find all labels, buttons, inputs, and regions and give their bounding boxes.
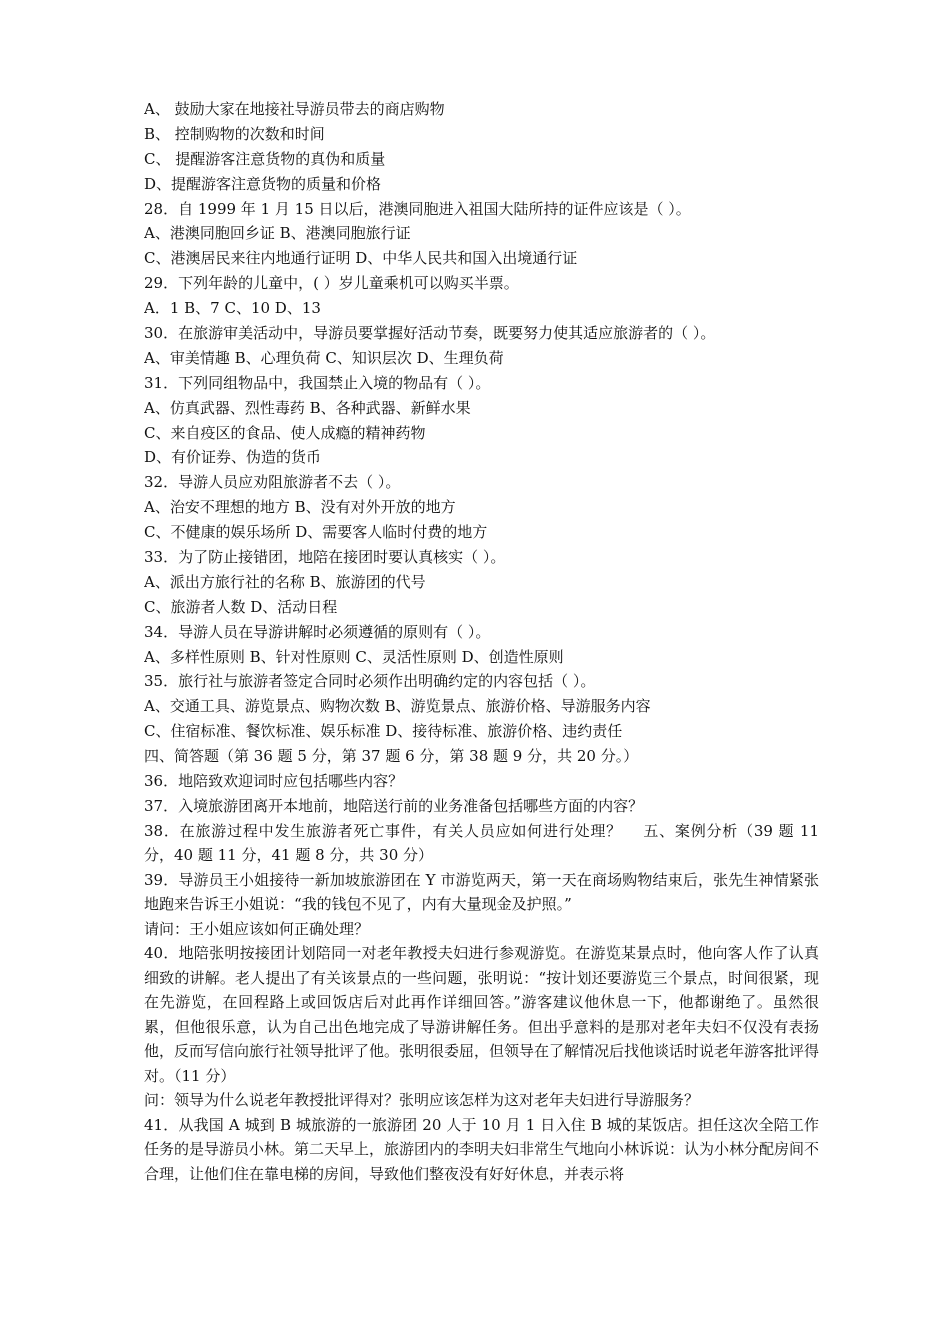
text-line: A、港澳同胞回乡证 B、港澳同胞旅行证 <box>144 224 411 243</box>
question-30: 30．在旅游审美活动中，导游员要掌握好活动节奏，既要努力使其适应旅游者的（ ）。 <box>144 324 716 343</box>
question-29: 29．下列年龄的儿童中，( ）岁儿童乘机可以购买半票。 <box>144 274 519 293</box>
question-28: 28．自 1999 年 1 月 15 日以后，港澳同胞进入祖国大陆所持的证件应该是（ ）。 <box>144 199 691 218</box>
text-line: C、旅游者人数 D、活动日程 <box>144 597 338 616</box>
text-line: C、 提醒游客注意货物的真伪和质量 <box>144 149 386 168</box>
text-line: A、仿真武器、烈性毒药 B、各种武器、新鲜水果 <box>144 398 471 417</box>
question-38: 38．在旅游过程中发生旅游者死亡事件，有关人员应如何进行处理？ 五、案例分析（39 题 11 分，40 题 11 分，41 题 8 分，共 30 分） <box>144 821 819 865</box>
text-line: A、审美情趣 B、心理负荷 C、知识层次 D、生理负荷 <box>144 348 504 367</box>
text-line: C、不健康的娱乐场所 D、需要客人临时付费的地方 <box>144 523 488 542</box>
question-32: 32．导游人员应劝阻旅游者不去（ ）。 <box>144 473 401 492</box>
text-line: D、有价证券、伪造的货币 <box>144 448 322 467</box>
question-31: 31．下列同组物品中，我国禁止入境的物品有（ ）。 <box>144 373 491 392</box>
text-line: C、住宿标准、餐饮标准、娱乐标准 D、接待标准、旅游价格、违约责任 <box>144 722 623 741</box>
question-36: 36．地陪致欢迎词时应包括哪些内容？ <box>144 772 404 791</box>
question-35: 35．旅行社与旅游者签定合同时必须作出明确约定的内容包括（ ）。 <box>144 672 596 691</box>
question-39: 39．导游员王小姐接待一新加坡旅游团在 Y 市游览两天，第一天在商场购物结束后，张先生神情紧张地跑来告诉王小姐说：“我的钱包不见了，内有大量现金及护照。” <box>144 870 819 914</box>
question-40: 40．地陪张明按接团计划陪同一对老年教授夫妇进行参观游览。在游览某景点时，他向客人作了认真细致的讲解。老人提出了有关该景点的一些问题，张明说：“按计划还要游览三个景点，时间很紧，现在先游览，在回程路上或回饭店后对此再作详细回答。”游客建议他休息一下，他都谢绝了。虽然很累，但他很乐意，认为自己出色地完成了导游讲解任务。但出乎意料的是那对老年夫妇不仅没有表扬他，反而写信向旅行社领导批评了他。张明很委屈，但领导在了解情况后找他谈话时说老年游客批评得对。（11 分） <box>144 944 820 1085</box>
text-line: C、来自疫区的食品、使人成瘾的精神药物 <box>144 423 426 442</box>
question-40-ask: 问：领导为什么说老年教授批评得对？张明应该怎样为这对老年夫妇进行导游服务？ <box>144 1091 700 1110</box>
text-line: A．1 B、7 C、10 D、13 <box>144 299 321 318</box>
text-line: B、 控制购物的次数和时间 <box>144 124 325 143</box>
text-line: C、港澳居民来往内地通行证明 D、中华人民共和国入出境通行证 <box>144 249 578 268</box>
text-line: A、派出方旅行社的名称 B、旅游团的代号 <box>144 572 426 591</box>
text-line: A、交通工具、游览景点、购物次数 B、游览景点、旅游价格、导游服务内容 <box>144 697 651 716</box>
text-line: A、 鼓励大家在地接社导游员带去的商店购物 <box>144 100 445 118</box>
question-37: 37．入境旅游团离开本地前，地陪送行前的业务准备包括哪些方面的内容？ <box>144 796 644 815</box>
text-line: A、治安不理想的地方 B、没有对外开放的地方 <box>144 498 456 517</box>
text-line: A、多样性原则 B、针对性原则 C、灵活性原则 D、创造性原则 <box>144 647 564 666</box>
question-41: 41．从我国 A 城到 B 城旅游的一旅游团 20 人于 10 月 1 日入住 B 城的某饭店。担任这次全陪工作任务的是导游员小林。第二天早上，旅游团内的李明夫妇非常生气地向小林诉说：认为小林分配房间不合理，让他们住在靠电梯的房间，导致他们整夜没有好好休息，并表示将 <box>144 1115 820 1183</box>
question-39-ask: 请问：王小姐应该如何正确处理？ <box>144 919 370 938</box>
exam-page <box>144 97 819 1186</box>
question-34: 34．导游人员在导游讲解时必须遵循的原则有（ ）。 <box>144 622 491 641</box>
section-heading: 四、简答题（第 36 题 5 分，第 37 题 6 分，第 38 题 9 分，共 20 分。） <box>144 747 639 766</box>
question-33: 33．为了防止接错团，地陪在接团时要认真核实（ ）。 <box>144 548 506 567</box>
text-line: D、提醒游客注意货物的质量和价格 <box>144 174 382 193</box>
